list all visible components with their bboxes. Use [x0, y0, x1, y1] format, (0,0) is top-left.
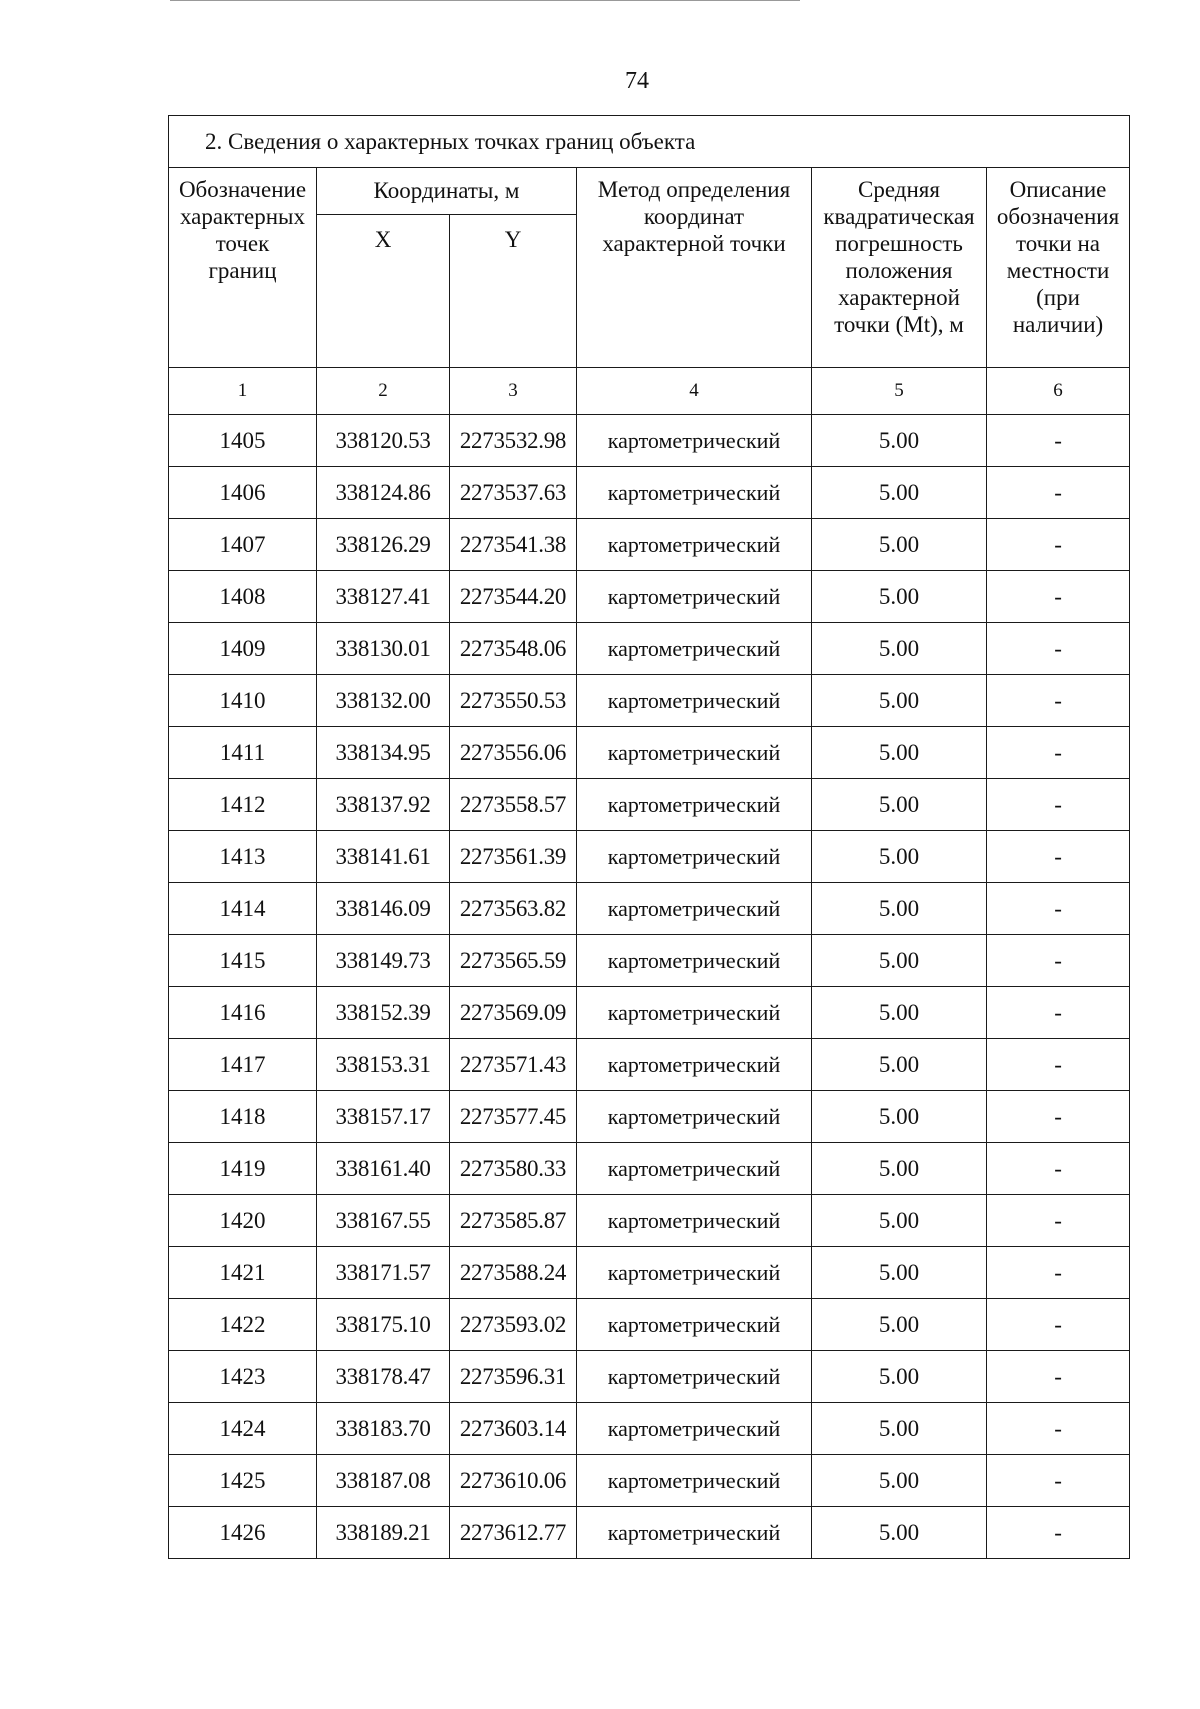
mean-error-cell: 5.00: [812, 727, 987, 779]
method-cell: картометрический: [577, 571, 812, 623]
table-row: [169, 1299, 1130, 1351]
x-coordinate-cell: 338130.01: [317, 623, 450, 675]
header-line: Обозначение: [178, 177, 307, 202]
table-row: [169, 1351, 1130, 1403]
point-id-cell: 1410: [169, 675, 317, 727]
mean-error-cell: 5.00: [812, 1455, 987, 1507]
description-cell: -: [987, 831, 1130, 883]
description-cell: -: [987, 727, 1130, 779]
mean-error-cell: 5.00: [812, 1143, 987, 1195]
mean-error-cell: 5.00: [812, 675, 987, 727]
x-coordinate-cell: 338149.73: [317, 935, 450, 987]
point-id-cell: 1424: [169, 1403, 317, 1455]
method-cell: картометрический: [577, 1455, 812, 1507]
column-number: 3: [450, 368, 577, 415]
y-coordinate-cell: 2273561.39: [450, 831, 577, 883]
mean-error-cell: 5.00: [812, 467, 987, 519]
description-cell: -: [987, 779, 1130, 831]
description-cell: -: [987, 1299, 1130, 1351]
y-coordinate-cell: 2273612.77: [450, 1507, 577, 1559]
method-cell: картометрический: [577, 935, 812, 987]
mean-error-cell: 5.00: [812, 571, 987, 623]
x-coordinate-cell: 338124.86: [317, 467, 450, 519]
table-row: [169, 1091, 1130, 1143]
description-cell: -: [987, 467, 1130, 519]
table-row: [169, 1507, 1130, 1559]
mean-error-cell: 5.00: [812, 883, 987, 935]
header-y: Y: [450, 215, 577, 368]
header-line: Описание: [1009, 177, 1107, 202]
point-id-cell: 1425: [169, 1455, 317, 1507]
point-id-cell: 1407: [169, 519, 317, 571]
point-id-cell: 1420: [169, 1195, 317, 1247]
point-id-cell: 1408: [169, 571, 317, 623]
point-id-cell: 1415: [169, 935, 317, 987]
header-line: (при: [1036, 285, 1080, 310]
x-coordinate-cell: 338141.61: [317, 831, 450, 883]
header-line: координат: [643, 204, 745, 229]
y-coordinate-cell: 2273537.63: [450, 467, 577, 519]
header-description: [987, 168, 1130, 368]
method-cell: картометрический: [577, 883, 812, 935]
point-id-cell: 1423: [169, 1351, 317, 1403]
mean-error-cell: 5.00: [812, 1091, 987, 1143]
method-cell: картометрический: [577, 467, 812, 519]
method-cell: картометрический: [577, 1143, 812, 1195]
point-id-cell: 1414: [169, 883, 317, 935]
header-line: точки (Mt), м: [834, 312, 964, 337]
y-coordinate-cell: 2273593.02: [450, 1299, 577, 1351]
scan-edge-line: [170, 0, 800, 1]
header-method: [577, 168, 812, 368]
point-id-cell: 1413: [169, 831, 317, 883]
mean-error-cell: 5.00: [812, 1195, 987, 1247]
y-coordinate-cell: 2273558.57: [450, 779, 577, 831]
header-line: Метод определения: [597, 177, 791, 202]
header-line: характерных: [179, 204, 305, 229]
header-x: X: [317, 215, 450, 368]
y-coordinate-cell: 2273569.09: [450, 987, 577, 1039]
table-body: [169, 415, 1130, 1559]
header-coordinates: Координаты, м: [317, 168, 577, 215]
table-row: [169, 1039, 1130, 1091]
point-id-cell: 1416: [169, 987, 317, 1039]
description-cell: -: [987, 1351, 1130, 1403]
method-cell: картометрический: [577, 519, 812, 571]
description-cell: -: [987, 623, 1130, 675]
header-point-designation: [169, 168, 317, 368]
description-cell: -: [987, 571, 1130, 623]
point-id-cell: 1419: [169, 1143, 317, 1195]
description-cell: -: [987, 1039, 1130, 1091]
x-coordinate-cell: 338146.09: [317, 883, 450, 935]
x-coordinate-cell: 338187.08: [317, 1455, 450, 1507]
description-cell: -: [987, 415, 1130, 467]
header-line: точки на: [1016, 231, 1101, 256]
y-coordinate-cell: 2273585.87: [450, 1195, 577, 1247]
point-id-cell: 1422: [169, 1299, 317, 1351]
point-id-cell: 1411: [169, 727, 317, 779]
x-coordinate-cell: 338134.95: [317, 727, 450, 779]
x-coordinate-cell: 338152.39: [317, 987, 450, 1039]
x-coordinate-cell: 338157.17: [317, 1091, 450, 1143]
table-row: [169, 571, 1130, 623]
header-line: характерной: [838, 285, 960, 310]
description-cell: -: [987, 1403, 1130, 1455]
table-row: [169, 987, 1130, 1039]
x-coordinate-cell: 338132.00: [317, 675, 450, 727]
mean-error-cell: 5.00: [812, 519, 987, 571]
header-line: границ: [208, 258, 277, 283]
mean-error-cell: 5.00: [812, 779, 987, 831]
point-id-cell: 1417: [169, 1039, 317, 1091]
method-cell: картометрический: [577, 1039, 812, 1091]
table-row: [169, 675, 1130, 727]
description-cell: -: [987, 1247, 1130, 1299]
x-coordinate-cell: 338189.21: [317, 1507, 450, 1559]
section-title: 2. Сведения о характерных точках границ объекта: [169, 116, 1130, 168]
method-cell: картометрический: [577, 1403, 812, 1455]
x-coordinate-cell: 338171.57: [317, 1247, 450, 1299]
description-cell: -: [987, 1507, 1130, 1559]
table-row: [169, 1143, 1130, 1195]
y-coordinate-cell: 2273541.38: [450, 519, 577, 571]
mean-error-cell: 5.00: [812, 1039, 987, 1091]
description-cell: -: [987, 1455, 1130, 1507]
y-coordinate-cell: 2273580.33: [450, 1143, 577, 1195]
x-coordinate-cell: 338175.10: [317, 1299, 450, 1351]
mean-error-cell: 5.00: [812, 935, 987, 987]
point-id-cell: 1421: [169, 1247, 317, 1299]
method-cell: картометрический: [577, 1507, 812, 1559]
table-row: [169, 415, 1130, 467]
mean-error-cell: 5.00: [812, 1507, 987, 1559]
column-number: 1: [169, 368, 317, 415]
method-cell: картометрический: [577, 1247, 812, 1299]
table-row: [169, 831, 1130, 883]
description-cell: -: [987, 1195, 1130, 1247]
table-row: [169, 519, 1130, 571]
header-line: положения: [845, 258, 953, 283]
x-coordinate-cell: 338178.47: [317, 1351, 450, 1403]
description-cell: -: [987, 519, 1130, 571]
header-mean-error: [812, 168, 987, 368]
point-id-cell: 1412: [169, 779, 317, 831]
table-row: [169, 883, 1130, 935]
header-line: квадратическая: [823, 204, 975, 229]
table-row: [169, 1455, 1130, 1507]
mean-error-cell: 5.00: [812, 623, 987, 675]
header-line: наличии): [1012, 312, 1104, 337]
y-coordinate-cell: 2273577.45: [450, 1091, 577, 1143]
y-coordinate-cell: 2273571.43: [450, 1039, 577, 1091]
point-id-cell: 1406: [169, 467, 317, 519]
x-coordinate-cell: 338137.92: [317, 779, 450, 831]
header-line: местности: [1006, 258, 1110, 283]
description-cell: -: [987, 1091, 1130, 1143]
x-coordinate-cell: 338183.70: [317, 1403, 450, 1455]
point-id-cell: 1426: [169, 1507, 317, 1559]
table-row: [169, 727, 1130, 779]
point-id-cell: 1405: [169, 415, 317, 467]
description-cell: -: [987, 935, 1130, 987]
description-cell: -: [987, 883, 1130, 935]
mean-error-cell: 5.00: [812, 415, 987, 467]
header-line: Средняя: [858, 177, 940, 202]
column-number: 6: [987, 368, 1130, 415]
point-id-cell: 1418: [169, 1091, 317, 1143]
method-cell: картометрический: [577, 779, 812, 831]
mean-error-cell: 5.00: [812, 1247, 987, 1299]
method-cell: картометрический: [577, 727, 812, 779]
mean-error-cell: 5.00: [812, 831, 987, 883]
method-cell: картометрический: [577, 623, 812, 675]
y-coordinate-cell: 2273588.24: [450, 1247, 577, 1299]
column-number: 5: [812, 368, 987, 415]
table-row: [169, 1195, 1130, 1247]
y-coordinate-cell: 2273565.59: [450, 935, 577, 987]
point-id-cell: 1409: [169, 623, 317, 675]
method-cell: картометрический: [577, 1195, 812, 1247]
description-cell: -: [987, 1143, 1130, 1195]
header-line: погрешность: [835, 231, 963, 256]
method-cell: картометрический: [577, 1351, 812, 1403]
table-row: [169, 623, 1130, 675]
table-row: [169, 1403, 1130, 1455]
table-row: [169, 779, 1130, 831]
column-number: 4: [577, 368, 812, 415]
mean-error-cell: 5.00: [812, 1299, 987, 1351]
method-cell: картометрический: [577, 831, 812, 883]
y-coordinate-cell: 2273610.06: [450, 1455, 577, 1507]
y-coordinate-cell: 2273563.82: [450, 883, 577, 935]
y-coordinate-cell: 2273532.98: [450, 415, 577, 467]
x-coordinate-cell: 338161.40: [317, 1143, 450, 1195]
x-coordinate-cell: 338126.29: [317, 519, 450, 571]
x-coordinate-cell: 338167.55: [317, 1195, 450, 1247]
y-coordinate-cell: 2273596.31: [450, 1351, 577, 1403]
column-number: 2: [317, 368, 450, 415]
table-row: [169, 935, 1130, 987]
x-coordinate-cell: 338153.31: [317, 1039, 450, 1091]
y-coordinate-cell: 2273603.14: [450, 1403, 577, 1455]
method-cell: картометрический: [577, 987, 812, 1039]
mean-error-cell: 5.00: [812, 1351, 987, 1403]
mean-error-cell: 5.00: [812, 987, 987, 1039]
description-cell: -: [987, 987, 1130, 1039]
description-cell: -: [987, 675, 1130, 727]
boundary-points-table: [168, 115, 1130, 1559]
header-line: характерной точки: [602, 231, 786, 256]
y-coordinate-cell: 2273550.53: [450, 675, 577, 727]
method-cell: картометрический: [577, 675, 812, 727]
table-row: [169, 1247, 1130, 1299]
method-cell: картометрический: [577, 415, 812, 467]
method-cell: картометрический: [577, 1091, 812, 1143]
method-cell: картометрический: [577, 1299, 812, 1351]
page-number: 74: [625, 68, 649, 94]
x-coordinate-cell: 338120.53: [317, 415, 450, 467]
header-line: точек: [215, 231, 270, 256]
x-coordinate-cell: 338127.41: [317, 571, 450, 623]
mean-error-cell: 5.00: [812, 1403, 987, 1455]
table-row: [169, 467, 1130, 519]
header-line: обозначения: [996, 204, 1120, 229]
y-coordinate-cell: 2273544.20: [450, 571, 577, 623]
y-coordinate-cell: 2273556.06: [450, 727, 577, 779]
y-coordinate-cell: 2273548.06: [450, 623, 577, 675]
